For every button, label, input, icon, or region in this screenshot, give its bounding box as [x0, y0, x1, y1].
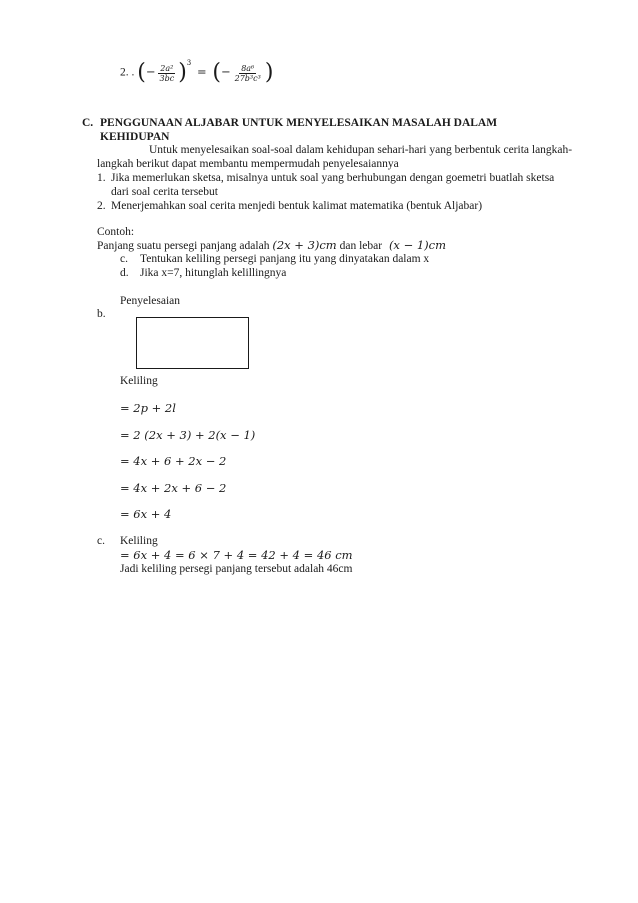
step-1-line2: dari soal cerita tersebut [111, 186, 218, 198]
part-c-letter: c. [97, 535, 105, 547]
task-c-text: Tentukan keliling persegi panjang itu yang dinyatakan dalam x [140, 253, 430, 265]
section-title-line2: KEHIDUPAN [100, 131, 170, 143]
part-b-label: Keliling [120, 375, 158, 387]
part-c-conclusion: Jadi keliling persegi panjang tersebut adalah 46cm [120, 563, 353, 575]
example-problem [97, 238, 446, 253]
paragraph-line1: Untuk menyelesaikan soal-soal dalam kehidupan sehari-hari yang berbentuk cerita langkah- [149, 144, 573, 156]
task-c-letter: c. [120, 253, 128, 265]
example-heading: Contoh: [97, 226, 135, 238]
step-2-line1: Menerjemahkan soal cerita menjedi bentuk kalimat matematika (bentuk Aljabar) [111, 200, 483, 212]
problem-text-before: Panjang suatu persegi panjang adalah [97, 240, 273, 252]
part-b-step-4: = 4x + 2x + 6 − 2 [120, 481, 227, 495]
task-d-text: Jika x=7, hitunglah kelillingnya [140, 267, 287, 279]
lhs-fraction [157, 64, 176, 83]
width-expression: (x − 1)cm [388, 238, 447, 252]
item-2-expression: 2. . (− $\frac{\text{2a²}}{3bc}$ )$^3$ = (− $\frac{\text{8a⁶}}{\text{27b³c³}}$ ) [120, 59, 274, 85]
equals-sign: = [197, 64, 207, 79]
step-1-line1: Jika memerlukan sketsa, misalnya untuk soal yang berhubungan dengan goemetri buatlah sketsa [111, 172, 555, 184]
step-2-number: 2. [97, 200, 106, 212]
part-b-step-1: = 2p + 2l [120, 401, 176, 415]
part-b-step-2: = 2 (2x + 3) + 2(x − 1) [120, 428, 256, 442]
part-c-label: Keliling [120, 535, 158, 547]
rhs-numerator: 8a⁶ [241, 63, 255, 73]
minus-sign-rhs: − [220, 64, 231, 79]
part-b-step-5: = 6x + 4 [120, 507, 172, 521]
length-expression: (2x + 3)cm [272, 238, 337, 252]
rhs-denominator: 27b³c³ [234, 73, 261, 83]
part-b-step-3: = 4x + 6 + 2x − 2 [120, 454, 227, 468]
paragraph-line2: langkah berikut dapat membantu mempermudah penyelesaiannya [97, 158, 399, 170]
lhs-numerator: 2a² [160, 63, 174, 73]
part-c-calculation: = 6x + 4 = 6 × 7 + 4 = 42 + 4 = 46 cm [120, 548, 353, 562]
rectangle-sketch [136, 317, 249, 369]
rhs-fraction [233, 64, 263, 83]
item-2-label: 2. . [120, 66, 135, 79]
part-b-letter: b. [97, 308, 106, 320]
problem-text-middle: dan lebar [336, 240, 385, 252]
minus-sign: − [145, 64, 156, 79]
step-1-number: 1. [97, 172, 106, 184]
lhs-denominator: 3bc [159, 73, 175, 83]
exponent: 3 [186, 59, 192, 67]
section-letter: C. [82, 117, 94, 129]
solution-heading: Penyelesaian [120, 295, 181, 307]
section-title-line1: PENGGUNAAN ALJABAR UNTUK MENYELESAIKAN MASALAH DALAM [100, 117, 498, 129]
task-d-letter: d. [120, 267, 129, 279]
